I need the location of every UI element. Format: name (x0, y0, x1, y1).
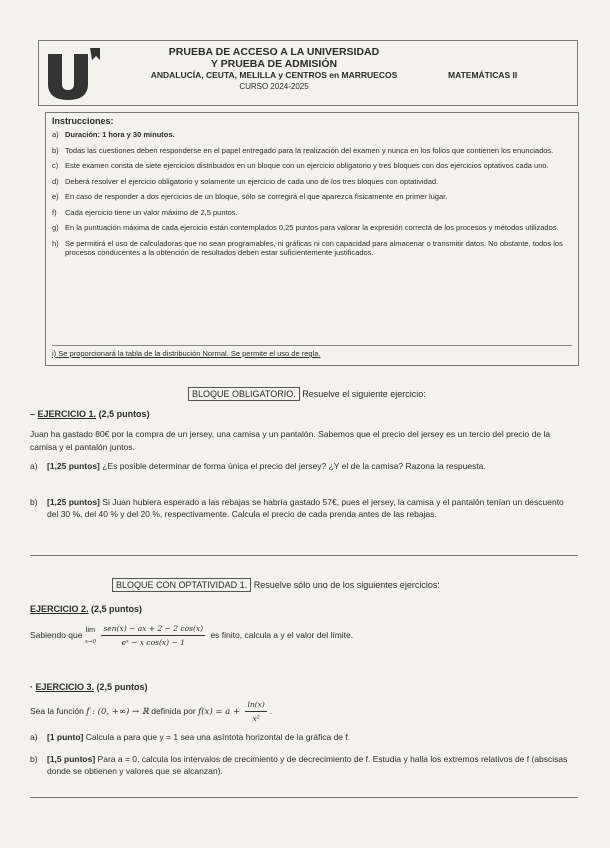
instruction-item: b) Todas las cuestiones deben responderse en el papel entregado para la realización del examen y nunca en los folios que contienen los enunciados. (52, 145, 554, 155)
bloque-optatividad-1-heading: BLOQUE CON OPTATIVIDAD 1. Resuelve sólo uno de los siguientes ejercicios: (112, 580, 440, 590)
bloque-obligatorio-heading: BLOQUE OBLIGATORIO. Resuelve el siguiente ejercicio: (188, 389, 426, 399)
exercise-2-title: EJERCICIO 2. (2,5 puntos) (30, 604, 143, 614)
exercise-3-title: · EJERCICIO 3. (2,5 puntos) (30, 682, 148, 692)
exercise-1-statement: Juan ha gastado 80€ por la compra de un jersey, una camisa y un pantalón. Sabemos que el precio del jersey es un tercio del precio de la camisa y el pantalón juntos. (30, 429, 551, 452)
instruction-item-last: i) Se proporcionará la tabla de la distribución Normal. Se permite el uso de regla. (52, 349, 321, 358)
exercise-1-title: – EJERCICIO 1. (2,5 puntos) (30, 409, 150, 419)
function-fraction: $\frac{\ln(x)}{\text{x²}}$ (247, 700, 265, 723)
section-divider (30, 797, 578, 798)
exercise-1-part-a: a) [1,25 puntos] ¿Es posible determinar de forma única el precio del jersey? ¿Y el de la camisa? Razona la respuesta. (30, 461, 486, 471)
instruction-item: f) Cada ejercicio tiene un valor máximo de 2,5 puntos. (52, 207, 238, 217)
instruction-item: c) Este examen consta de siete ejercicios distribuidos en un bloque con un ejercicio obligatorio y tres bloques con dos ejercicios optativos cada uno. (52, 161, 549, 170)
instruction-item: a) Duración: 1 hora y 30 minutos. (52, 130, 175, 139)
header-region: ANDALUCÍA, CEUTA, MELILLA y CENTROS en MARRUECOS (150, 70, 398, 80)
instruction-item: g) En la puntuación máxima de cada ejercicio están contemplados 0,25 puntos para valorar la expresión correcta de los procesos y métodos utilizados. (52, 223, 559, 232)
exercise-3-part-b: b) [1,5 puntos] Para a = 0, calcula los intervalos de crecimiento y de decrecimiento de f. Estudia y halla los extremos relativos de f (abscisas donde se obtienen y valores que se alcanzan). (30, 754, 568, 776)
instructions-title: Instrucciones: (52, 116, 114, 126)
instruction-item: d) Deberá resolver el ejercicio obligatorio y solamente un ejercicio de cada uno de los tres bloques con optatividad. (52, 176, 439, 186)
header-subject: MATEMÁTICAS II (448, 70, 518, 80)
header-title-line2: Y PRUEBA DE ADMISIÓN (210, 58, 338, 70)
instructions-list (52, 130, 572, 264)
exercise-3-statement: Sea la función f : (0, +∞) → ℝ definida por f(x) = a + $\frac{\ln(x)}{\text{x²}}$ . (30, 700, 273, 723)
header-title-line1: PRUEBA DE ACCESO A LA UNIVERSIDAD (168, 46, 380, 58)
header-course: CURSO 2024-2025 (239, 82, 309, 91)
limit-fraction: $\frac{\text{sen(x) − ax + 2 − 2 cos(x)}}{\text{eˣ − x cos(x) − 1}}$ (103, 624, 204, 647)
exercise-1-part-b: b) [1,25 puntos] Si Juan hubiera esperado a las rebajas se habría gastado 57€, pues el jersey, la camisa y el pantalón tenían un descuento del 30 %, del 40 % y del 20 %, respectivamente. Calcula el precio de cada prenda antes de las rebajas. (30, 497, 564, 519)
instruction-item: e) En caso de responder a dos ejercicios de un bloque, sólo se corregirá el que aparezca físicamente en primer lugar. (52, 192, 448, 201)
limit-symbol: lim x→0 (84, 624, 97, 645)
instruction-item: h) Se permitirá el uso de calculadoras que no sean programables, ni gráficas ni con capacidad para almacenar o transmitir datos. No obstante, todos los procesos conducentes a la obtención de resultados deben estar suficientemente justificados. (52, 238, 563, 257)
section-divider (30, 555, 578, 556)
instructions-divider (52, 345, 572, 346)
exercise-2-statement: Sabiendo que lim x→0 $\frac{\text{sen(x) − ax + 2 − 2 cos(x)}}{\text{eˣ − x cos(x) − 1}}$ es finito, calcula a y el valor del límite. (30, 624, 354, 647)
exercise-3-part-a: a) [1 punto] Calcula a para que y = 1 sea una asíntota horizontal de la gráfica de f. (30, 732, 351, 742)
